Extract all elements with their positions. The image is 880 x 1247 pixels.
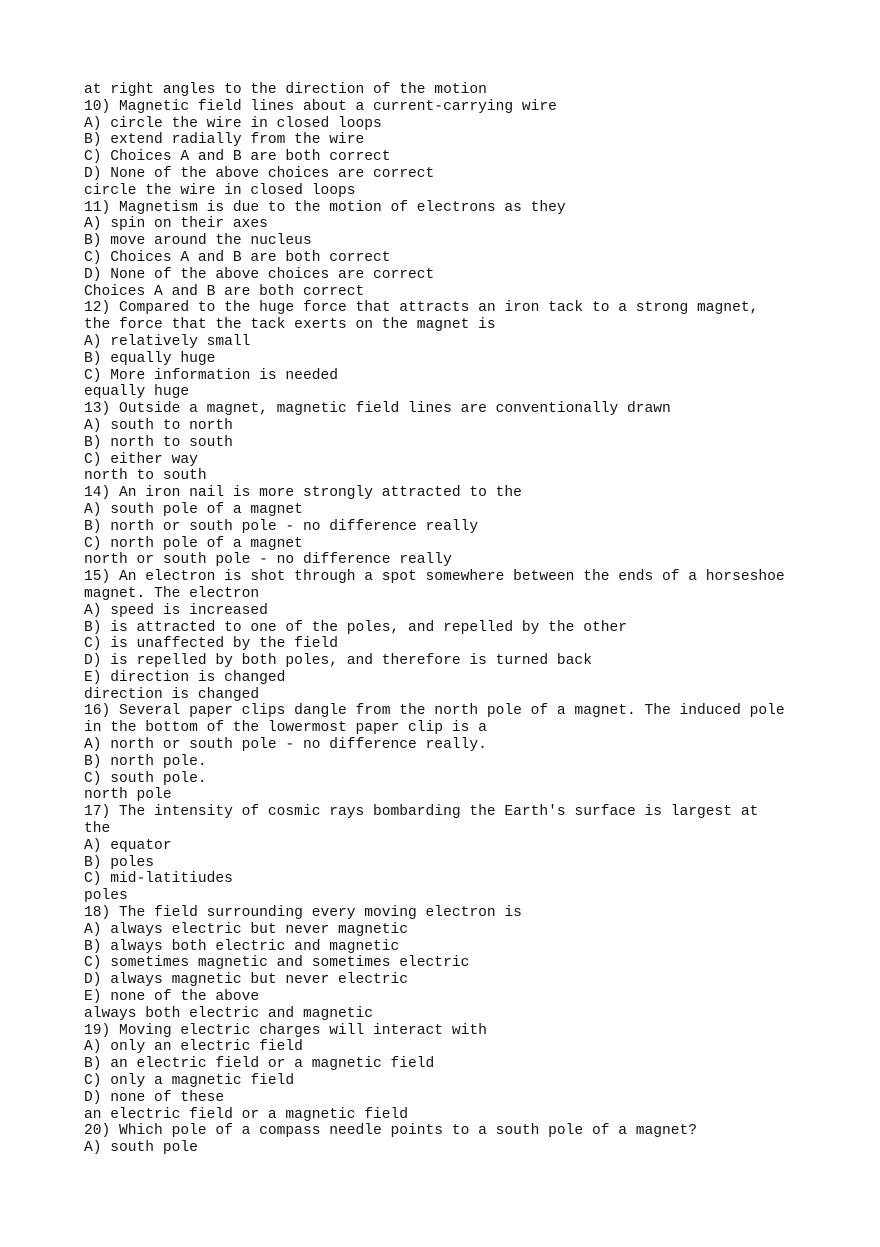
document-body — [84, 82, 864, 1157]
text-line: north pole — [84, 787, 172, 804]
text-line: A) relatively small — [84, 333, 251, 350]
text-line: C) either way — [84, 451, 198, 468]
text-line: equally huge — [84, 384, 190, 401]
text-line: magnet. The electron — [84, 585, 260, 602]
text-line: the force that the tack exerts on the magnet is — [84, 317, 496, 334]
text-line: 15) An electron is shot through a spot somewhere between the ends of a horseshoe — [84, 569, 785, 586]
text-line: C) is unaffected by the field — [84, 636, 338, 653]
text-line: C) only a magnetic field — [84, 1073, 295, 1090]
text-line: A) south pole of a magnet — [84, 501, 303, 518]
text-line: E) none of the above — [84, 989, 260, 1006]
text-line: C) north pole of a magnet — [84, 535, 303, 552]
text-line: A) always electric but never magnetic — [84, 921, 409, 938]
text-line: A) equator — [84, 837, 172, 854]
text-line: A) speed is increased — [84, 602, 268, 619]
text-line: 16) Several paper clips dangle from the north pole of a magnet. The induced pole — [84, 703, 785, 720]
text-line: C) More information is needed — [84, 367, 338, 384]
text-line: in the bottom of the lowermost paper clip is a — [84, 720, 487, 737]
text-line: B) north to south — [84, 434, 233, 451]
text-line: the — [84, 821, 111, 838]
text-line: C) sometimes magnetic and sometimes electric — [84, 955, 470, 972]
text-line: north to south — [84, 468, 207, 485]
text-line: A) south pole — [84, 1140, 198, 1157]
text-line: D) None of the above choices are correct — [84, 165, 435, 182]
text-line: B) north pole. — [84, 753, 207, 770]
text-line: B) equally huge — [84, 350, 216, 367]
text-line: C) mid-latitiudes — [84, 871, 233, 888]
text-line: 20) Which pole of a compass needle points to a south pole of a magnet? — [84, 1123, 698, 1140]
text-line: B) extend radially from the wire — [84, 132, 365, 149]
text-line: B) north or south pole - no difference really — [84, 518, 479, 535]
text-line: C) south pole. — [84, 770, 207, 787]
text-line: direction is changed — [84, 686, 260, 703]
text-line: D) None of the above choices are correct — [84, 266, 435, 283]
text-line: C) Choices A and B are both correct — [84, 249, 391, 266]
text-line: A) spin on their axes — [84, 216, 268, 233]
text-line: 10) Magnetic field lines about a current-carrying wire — [84, 98, 557, 115]
text-line: always both electric and magnetic — [84, 1005, 374, 1022]
text-line: an electric field or a magnetic field — [84, 1106, 409, 1123]
text-line: 17) The intensity of cosmic rays bombarding the Earth's surface is largest at — [84, 804, 759, 821]
text-line: at right angles to the direction of the motion — [84, 82, 487, 98]
text-line: D) none of these — [84, 1089, 225, 1106]
text-line: A) south to north — [84, 417, 233, 434]
text-line: 14) An iron nail is more strongly attracted to the — [84, 485, 522, 502]
text-line: A) circle the wire in closed loops — [84, 115, 382, 132]
text-line: A) north or south pole - no difference really. — [84, 737, 487, 754]
text-line: D) always magnetic but never electric — [84, 972, 409, 989]
text-line: E) direction is changed — [84, 669, 286, 686]
text-line: 11) Magnetism is due to the motion of electrons as they — [84, 199, 566, 216]
text-line: B) move around the nucleus — [84, 233, 312, 250]
text-line: poles — [84, 888, 128, 905]
text-line: B) poles — [84, 854, 155, 871]
text-line: 18) The field surrounding every moving electron is — [84, 905, 522, 922]
text-line: B) always both electric and magnetic — [84, 938, 400, 955]
text-line: D) is repelled by both poles, and therefore is turned back — [84, 653, 592, 670]
text-line: C) Choices A and B are both correct — [84, 149, 391, 166]
text-line: B) is attracted to one of the poles, and repelled by the other — [84, 619, 627, 636]
text-line: B) an electric field or a magnetic field — [84, 1056, 435, 1073]
text-line: 19) Moving electric charges will interact with — [84, 1022, 487, 1039]
text-line: 12) Compared to the huge force that attracts an iron tack to a strong magnet, — [84, 300, 759, 317]
text-line: circle the wire in closed loops — [84, 182, 356, 199]
text-line: Choices A and B are both correct — [84, 283, 365, 300]
text-line: north or south pole - no difference really — [84, 552, 452, 569]
text-line: A) only an electric field — [84, 1039, 303, 1056]
text-line: 13) Outside a magnet, magnetic field lines are conventionally drawn — [84, 401, 671, 418]
